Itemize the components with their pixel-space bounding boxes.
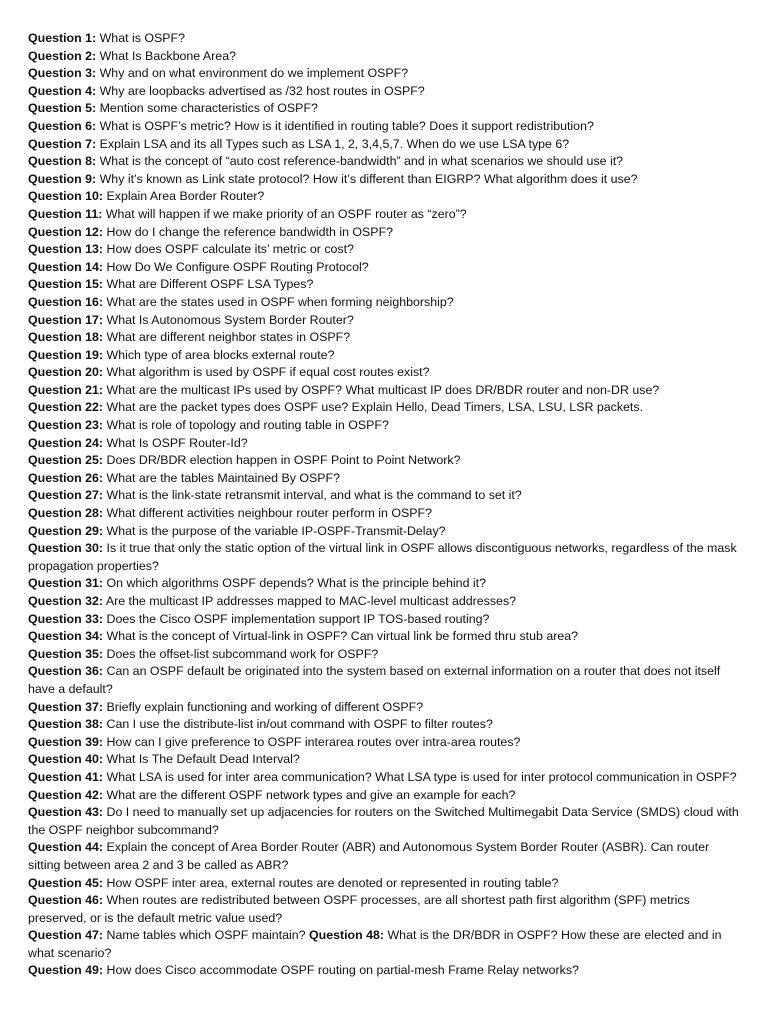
question-label: Question 42: bbox=[28, 787, 104, 802]
question-item bbox=[28, 611, 740, 629]
question-label: Question 32: bbox=[28, 594, 104, 608]
question-text: What are Different OSPF LSA Types? bbox=[106, 277, 314, 292]
question-label: Question 16: bbox=[28, 294, 104, 309]
question-item bbox=[28, 329, 740, 347]
question-label: Question 7: bbox=[28, 136, 97, 151]
question-item bbox=[28, 276, 740, 294]
question-text: Does the offset-list subcommand work for OSPF? bbox=[106, 646, 379, 661]
question-item bbox=[28, 523, 740, 541]
question-label: Question 34: bbox=[28, 629, 104, 644]
question-label: Question 6: bbox=[28, 118, 97, 133]
question-text: What is OSPF’s metric? How is it identified in routing table? Does it support redistribution? bbox=[99, 118, 594, 133]
question-label: Question 31: bbox=[28, 576, 104, 591]
question-label: Question 45: bbox=[28, 875, 104, 890]
question-text: What are the tables Maintained By OSPF? bbox=[106, 470, 340, 485]
question-item bbox=[28, 188, 740, 206]
question-text: When routes are redistributed between OSPF processes, are all shortest path first algorithm (SPF) metrics preserved, or is the default metric value used? bbox=[28, 893, 690, 925]
question-item bbox=[28, 399, 740, 417]
question-text: What algorithm is used by OSPF if equal cost routes exist? bbox=[106, 365, 430, 380]
question-text: What Is The Default Dead Interval? bbox=[106, 752, 300, 767]
question-item bbox=[28, 417, 740, 435]
question-item bbox=[28, 927, 740, 962]
question-label: Question 28: bbox=[28, 506, 104, 521]
question-text: How OSPF inter area, external routes are denoted or represented in routing table? bbox=[106, 875, 559, 890]
question-label: Question 33: bbox=[28, 611, 104, 626]
question-label: Question 27: bbox=[28, 488, 104, 503]
question-text: Briefly explain functioning and working of different OSPF? bbox=[106, 699, 424, 714]
question-item bbox=[28, 769, 740, 787]
question-text: Does DR/BDR election happen in OSPF Point to Point Network? bbox=[106, 453, 461, 468]
question-label: Question 49: bbox=[28, 963, 104, 978]
question-text: What is the concept of Virtual-link in OSPF? Can virtual link be formed thru stub area? bbox=[106, 629, 579, 644]
question-text: What Is Backbone Area? bbox=[99, 48, 236, 63]
question-item bbox=[28, 892, 740, 927]
question-text: Can I use the distribute-list in/out command with OSPF to filter routes? bbox=[106, 717, 493, 732]
question-text: How do I change the reference bandwidth in OSPF? bbox=[106, 224, 394, 239]
question-item bbox=[28, 787, 740, 805]
question-label: Question 4: bbox=[28, 83, 97, 98]
question-text: What Is OSPF Router-Id? bbox=[106, 435, 248, 450]
question-item bbox=[28, 224, 740, 242]
question-text: Why it’s known as Link state protocol? How it’s different than EIGRP? What algorithm does it use? bbox=[99, 171, 638, 186]
question-item bbox=[28, 839, 740, 874]
question-item bbox=[28, 347, 740, 365]
question-label: Question 44: bbox=[28, 840, 104, 855]
question-text: What is OSPF? bbox=[99, 31, 185, 45]
question-item bbox=[28, 206, 740, 224]
question-item bbox=[28, 505, 740, 523]
question-item bbox=[28, 65, 740, 83]
question-item bbox=[28, 593, 740, 611]
question-label: Question 48: bbox=[308, 928, 385, 943]
question-item bbox=[28, 171, 740, 189]
question-label: Question 2: bbox=[28, 48, 97, 63]
question-item bbox=[28, 487, 740, 505]
question-text: How does Cisco accommodate OSPF routing on partial-mesh Frame Relay networks? bbox=[106, 963, 579, 978]
question-label: Question 8: bbox=[28, 154, 97, 169]
question-label: Question 37: bbox=[28, 699, 104, 714]
question-text: Can an OSPF default be originated into the system based on external information on a router that does not itself have a default? bbox=[28, 664, 721, 696]
question-text: What will happen if we make priority of an OSPF router as “zero”? bbox=[105, 206, 467, 221]
question-list bbox=[28, 30, 740, 980]
question-item bbox=[28, 452, 740, 470]
question-label: Question 46: bbox=[28, 893, 104, 908]
question-item bbox=[28, 153, 740, 171]
question-label: Question 17: bbox=[28, 312, 104, 327]
question-label: Question 13: bbox=[28, 242, 104, 257]
question-text: Which type of area blocks external route? bbox=[106, 347, 335, 362]
question-label: Question 38: bbox=[28, 717, 104, 732]
question-label: Question 21: bbox=[28, 382, 104, 397]
question-text: On which algorithms OSPF depends? What is the principle behind it? bbox=[106, 576, 486, 591]
question-label: Question 26: bbox=[28, 470, 104, 485]
question-label: Question 23: bbox=[28, 418, 104, 433]
question-text: How Do We Configure OSPF Routing Protocol? bbox=[106, 259, 369, 274]
question-item bbox=[28, 575, 740, 593]
question-label: Question 10: bbox=[28, 189, 104, 204]
question-item bbox=[28, 136, 740, 154]
question-item bbox=[28, 312, 740, 330]
question-item bbox=[28, 962, 740, 980]
question-text: How does OSPF calculate its’ metric or cost? bbox=[106, 242, 354, 257]
question-label: Question 20: bbox=[28, 365, 104, 380]
question-item bbox=[28, 435, 740, 453]
question-item bbox=[28, 241, 740, 259]
question-label: Question 9: bbox=[28, 171, 97, 186]
question-item bbox=[28, 30, 740, 48]
question-item bbox=[28, 716, 740, 734]
question-label: Question 3: bbox=[28, 66, 97, 81]
question-item bbox=[28, 875, 740, 893]
question-text: Do I need to manually set up adjacencies for routers on the Switched Multimegabit Data Service (SMDS) cloud with the OSPF neighbor subcommand? bbox=[28, 805, 739, 837]
question-item bbox=[28, 100, 740, 118]
question-label: Question 14: bbox=[28, 259, 104, 274]
question-label: Question 25: bbox=[28, 453, 104, 468]
question-text: What are the multicast IPs used by OSPF? What multicast IP does DR/BDR router and non-DR use? bbox=[106, 382, 660, 397]
question-label: Question 39: bbox=[28, 734, 104, 749]
question-item bbox=[28, 804, 740, 839]
question-label: Question 43: bbox=[28, 805, 104, 820]
question-item bbox=[28, 48, 740, 66]
question-label: Question 5: bbox=[28, 101, 97, 116]
question-text: What are different neighbor states in OSPF? bbox=[106, 330, 351, 345]
question-text: What is the link-state retransmit interval, and what is the command to set it? bbox=[106, 488, 522, 503]
question-label: Question 18: bbox=[28, 330, 104, 345]
question-text: What is the DR/BDR in OSPF? How these are elected and in what scenario? bbox=[28, 928, 722, 960]
question-text: What is role of topology and routing table in OSPF? bbox=[106, 418, 389, 433]
question-item bbox=[28, 294, 740, 312]
question-label: Question 12: bbox=[28, 224, 104, 239]
question-item bbox=[28, 118, 740, 136]
question-text: What Is Autonomous System Border Router? bbox=[106, 312, 354, 327]
question-text: What LSA is used for inter area communication? What LSA type is used for inter protocol communication in OSPF? bbox=[106, 769, 737, 784]
question-label: Question 47: bbox=[28, 928, 104, 943]
question-text: Mention some characteristics of OSPF? bbox=[99, 101, 318, 116]
question-label: Question 15: bbox=[28, 277, 104, 292]
question-text: Why are loopbacks advertised as /32 host routes in OSPF? bbox=[99, 83, 425, 98]
question-text: Explain the concept of Area Border Router (ABR) and Autonomous System Border Router (ASBR). Can router sitting between area 2 and 3 be called as ABR? bbox=[28, 840, 710, 872]
question-item bbox=[28, 470, 740, 488]
question-label: Question 35: bbox=[28, 646, 104, 661]
question-text: What is the purpose of the variable IP-OSPF-Transmit-Delay? bbox=[106, 523, 446, 538]
question-item bbox=[28, 540, 740, 575]
question-text: What are the packet types does OSPF use? Explain Hello, Dead Timers, LSA, LSU, LSR packets. bbox=[106, 400, 643, 415]
question-item bbox=[28, 734, 740, 752]
question-label: Question 29: bbox=[28, 523, 104, 538]
question-label: Question 41: bbox=[28, 769, 104, 784]
question-text: Is it true that only the static option of the virtual link in OSPF allows discontiguous networks, regardless of the mask propagation properties? bbox=[28, 541, 737, 573]
question-text: What different activities neighbour router perform in OSPF? bbox=[106, 506, 433, 521]
question-text: Explain LSA and its all Types such as LSA 1, 2, 3,4,5,7. When do we use LSA type 6? bbox=[99, 136, 570, 151]
question-label: Question 40: bbox=[28, 752, 104, 767]
question-label: Question 30: bbox=[28, 541, 104, 556]
question-text: What is the concept of “auto cost reference-bandwidth” and in what scenarios we should use it? bbox=[99, 154, 624, 169]
question-text: Why and on what environment do we implement OSPF? bbox=[99, 66, 409, 81]
question-text: What are the states used in OSPF when forming neighborship? bbox=[106, 294, 454, 309]
question-item bbox=[28, 259, 740, 277]
question-label: Question 36: bbox=[28, 664, 104, 679]
question-label: Question 22: bbox=[28, 400, 104, 415]
question-label: Question 19: bbox=[28, 347, 104, 362]
question-text: Name tables which OSPF maintain? bbox=[106, 928, 306, 943]
question-text: How can I give preference to OSPF interarea routes over intra-area routes? bbox=[106, 734, 521, 749]
question-text: What are the different OSPF network types and give an example for each? bbox=[106, 787, 516, 802]
question-item bbox=[28, 382, 740, 400]
question-item bbox=[28, 628, 740, 646]
question-label: Question 1: bbox=[28, 31, 97, 45]
question-label: Question 24: bbox=[28, 435, 104, 450]
question-item bbox=[28, 751, 740, 769]
question-item bbox=[28, 646, 740, 664]
question-text: Are the multicast IP addresses mapped to MAC-level multicast addresses? bbox=[105, 594, 517, 608]
question-item bbox=[28, 663, 740, 698]
question-label: Question 11: bbox=[28, 206, 103, 221]
question-text: Explain Area Border Router? bbox=[106, 189, 265, 204]
question-item bbox=[28, 364, 740, 382]
question-text: Does the Cisco OSPF implementation support IP TOS-based routing? bbox=[106, 611, 490, 626]
question-item bbox=[28, 699, 740, 717]
question-item bbox=[28, 83, 740, 101]
